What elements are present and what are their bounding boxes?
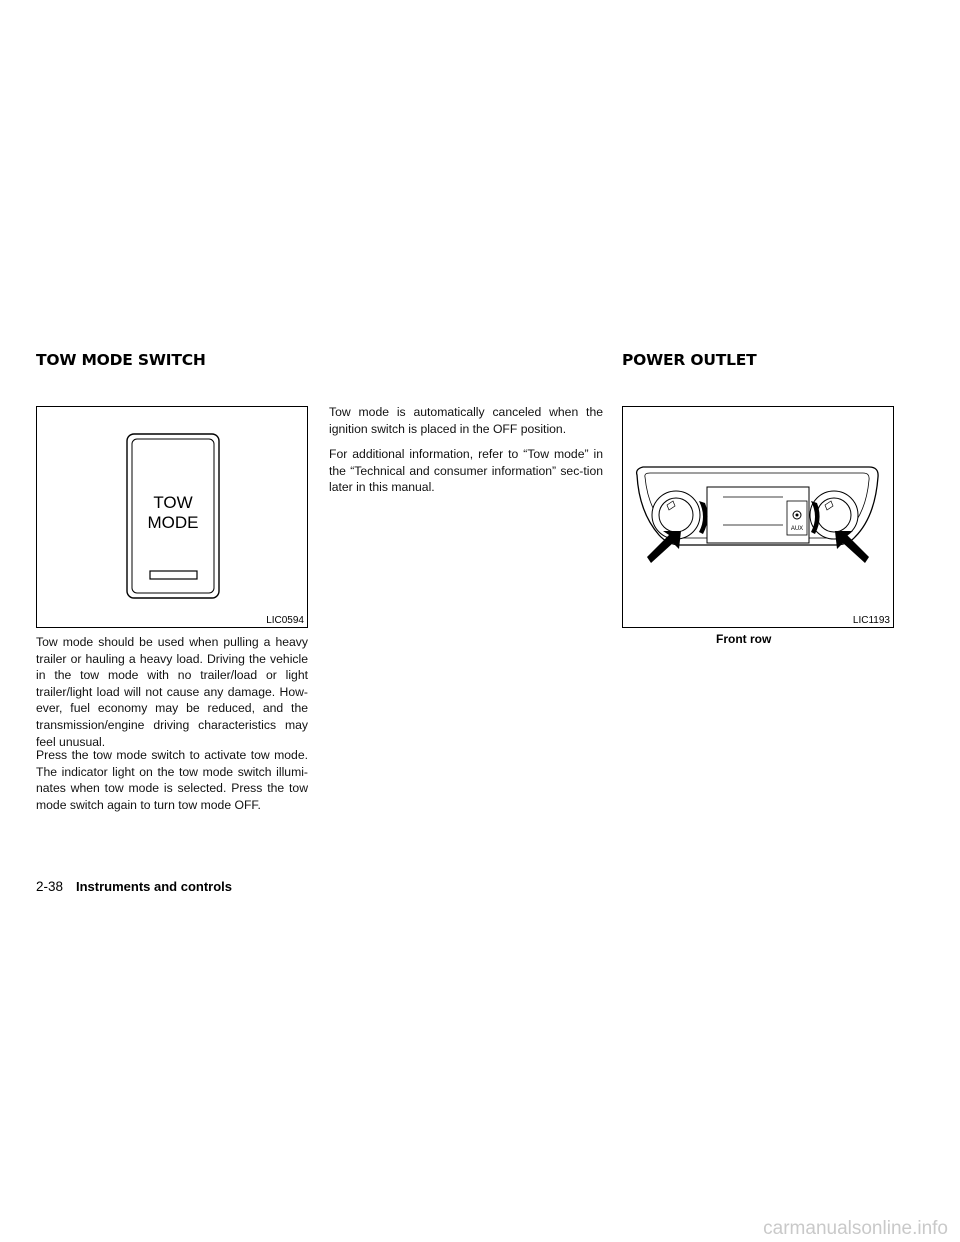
section-heading-tow-mode-switch: TOW MODE SWITCH — [36, 351, 206, 369]
paragraph-additional-info: For additional information, refer to “Tow mode” in the “Technical and consumer information” sec-tion later in this manual. — [329, 447, 603, 495]
figure-caption: Front row — [716, 632, 772, 646]
aux-jack-label: AUX — [790, 526, 804, 532]
paragraph-tow-mode-usage: Tow mode should be used when pulling a heavy trailer or hauling a heavy load. Driving the vehicle in the tow mode with no trailer/load or light trailer/light load will not cause any damage. How-ever, fuel economy may be reduced, and the transmission/engine driving characteristics may feel unusual. — [36, 635, 308, 749]
footer-section-title: Instruments and controls — [76, 879, 233, 894]
figure-code: LIC0594 — [266, 615, 304, 626]
power-outlet-illustration — [623, 407, 893, 627]
watermark: carmanualsonline.info — [763, 1218, 948, 1239]
paragraph-tow-mode-activation: Press the tow mode switch to activate tow mode. The indicator light on the tow mode switch illumi-nates when tow mode is selected. Press the tow mode switch again to turn tow mode OFF. — [36, 748, 308, 812]
section-heading-power-outlet: POWER OUTLET — [622, 351, 757, 369]
switch-label-tow: TOW — [153, 493, 193, 512]
tow-mode-switch-figure — [36, 406, 308, 628]
switch-label-mode: MODE — [147, 513, 199, 532]
figure-code: LIC1193 — [852, 615, 890, 626]
page-number: 2-38 — [36, 879, 64, 894]
tow-mode-switch-illustration — [37, 407, 307, 627]
power-outlet-figure — [622, 406, 894, 628]
paragraph-tow-mode-cancel: Tow mode is automatically canceled when the ignition switch is placed in the OFF position. — [329, 405, 603, 436]
